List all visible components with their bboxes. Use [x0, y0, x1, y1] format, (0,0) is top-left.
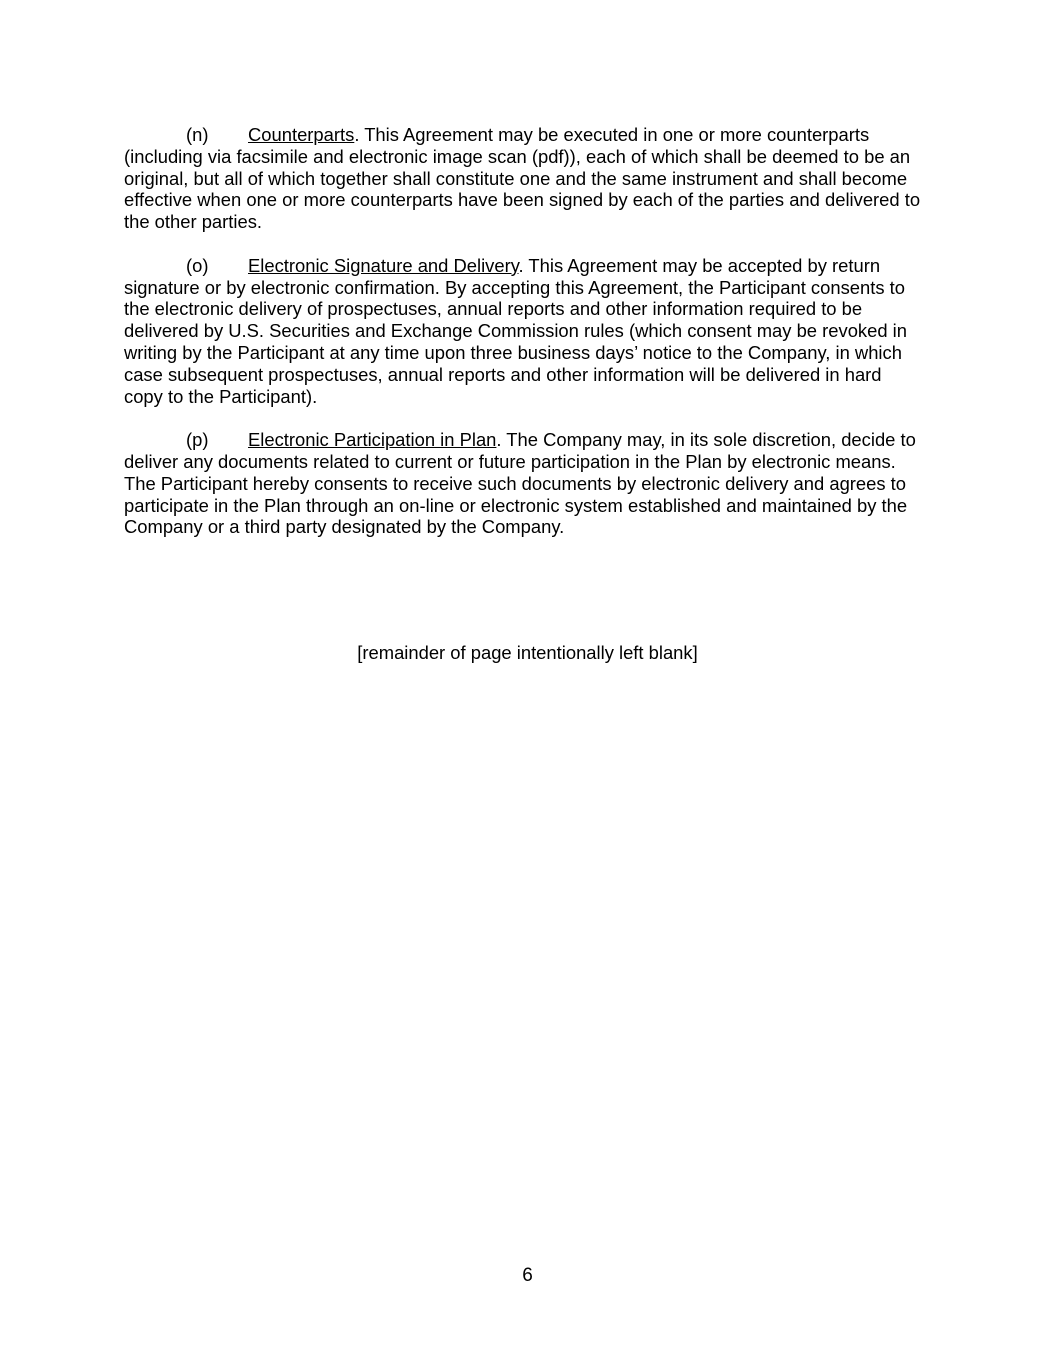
- clause-marker: (o): [186, 254, 209, 276]
- remainder-blank-note: [remainder of page intentionally left blank]: [357, 642, 698, 663]
- clause-p: [124, 429, 924, 538]
- clause-text: . This Agreement may be accepted by return signature or by electronic confirmation. By accepting this Agreement, the Participant consents to the electronic delivery of prospectuses, annual reports and other information required to be delivered by U.S. Securities and Exchange Commission rules (which consent may be revoked in writing by the Participant at any time upon three business days’ notice to the Company, in which case subsequent prospectuses, annual reports and other information will be delivered in hard copy to the Participant).: [124, 254, 907, 407]
- clause-o: [124, 255, 924, 408]
- clause-n: [124, 124, 924, 233]
- clause-heading: Electronic Participation in Plan: [248, 429, 497, 451]
- clause-marker: (p): [186, 429, 209, 451]
- clause-heading: Electronic Signature and Delivery: [248, 254, 519, 276]
- clause-marker: (n): [186, 124, 209, 145]
- page-number: 6: [522, 1265, 533, 1286]
- document-body: [124, 124, 924, 560]
- clause-text: . The Company may, in its sole discretion, decide to deliver any documents related to current or future participation in the Plan by electronic means. The Participant hereby consents to receive such documents by electronic delivery and agrees to participate in the Plan through an on-line or electronic system established and maintained by the Company or a third party designated by the Company.: [124, 429, 916, 538]
- clause-text: . This Agreement may be executed in one or more counterparts (including via facsimile and electronic image scan (pdf)), each of which shall be deemed to be an original, but all of which together shall constitute one and the same instrument and shall become effective when one or more counterparts have been signed by each of the parties and delivered to the other parties.: [124, 124, 921, 233]
- clause-heading: Counterparts: [248, 124, 355, 145]
